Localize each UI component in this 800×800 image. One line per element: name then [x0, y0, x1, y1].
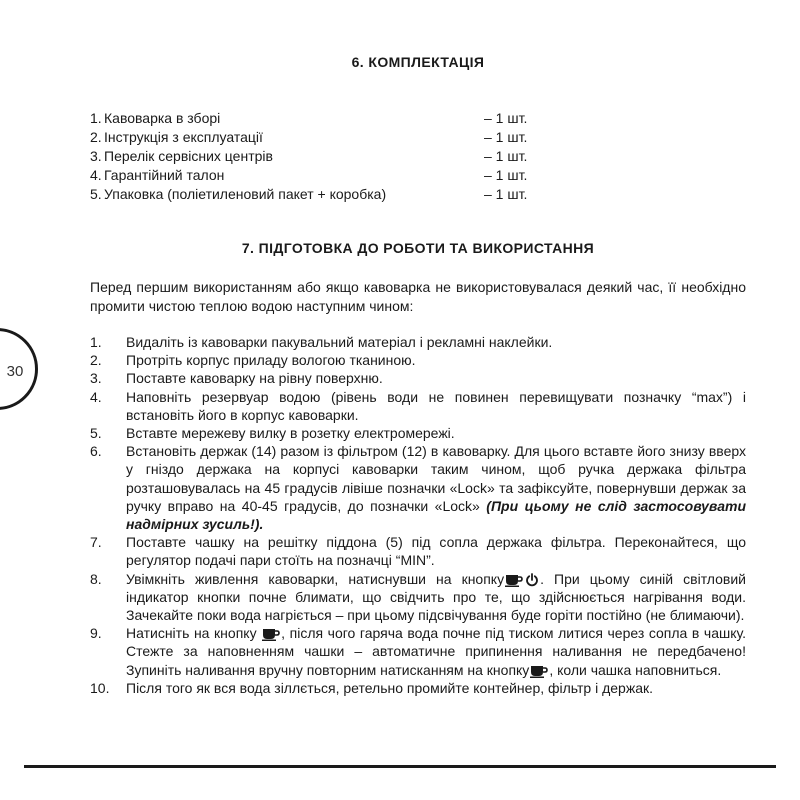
step-item — [90, 442, 746, 533]
step-text-block — [126, 570, 746, 625]
step-text-end: , коли чашка наповниться. — [549, 661, 722, 678]
step-number: 10. — [90, 679, 110, 696]
step-warning-period: . — [259, 516, 264, 533]
step-text: Увімкніть живлення кавоварки, натиснувши на кнопку — [126, 570, 505, 587]
item-quantity: – 1 шт. — [484, 148, 528, 164]
contents-list — [90, 109, 530, 204]
step-text: Наповніть резервуар водою (рівень води не повинен перевищувати позначку “max”) і встановіть його в корпус кавоварки. — [126, 388, 746, 423]
item-quantity: – 1 шт. — [484, 110, 528, 126]
prep-section-title: 7. ПІДГОТОВКА ДО РОБОТИ ТА ВИКОРИСТАННЯ — [241, 240, 595, 256]
step-text: Видаліть із кавоварки пакувальний матеріал і рекламні наклейки. — [126, 334, 553, 350]
step-item — [90, 388, 746, 424]
item-number: 1. — [90, 110, 102, 126]
step-item — [90, 679, 746, 697]
step-text-block — [126, 624, 746, 679]
step-item — [90, 533, 746, 569]
item-number: 5. — [90, 186, 102, 202]
coffee-cup-icon — [262, 627, 280, 641]
step-text: Протріть корпус приладу вологою тканиною. — [126, 352, 416, 369]
step-text: Поставте чашку на решітку піддона (5) під сопла держака фільтра. Переконайтеся, що регулятор подачі пари стоїть на позначці “MIN”. — [126, 534, 746, 569]
step-warning-text: (При цьому не слід застосовувати надмірних зусиль!) — [126, 497, 746, 533]
contents-section-title: 6. КОМПЛЕКТАЦІЯ — [351, 54, 485, 70]
step-number: 3. — [90, 370, 102, 387]
step-item — [90, 624, 746, 679]
step-item — [90, 351, 746, 369]
step-text: Поставте кавоварку на рівну поверхню. — [126, 370, 383, 387]
step-text: Натисніть на кнопку — [126, 625, 257, 642]
coffee-cup-icon — [505, 573, 523, 587]
step-text-continued: , після чого гаряча вода почне під тиском литися через сопла в чашку. Стежте за наповненням чашки – автоматичне припинення наливання не передбачено! Зупиніть наливання вручну повторним натисканням на кнопку — [126, 625, 747, 678]
step-number: 5. — [90, 425, 102, 442]
item-quantity: – 1 шт. — [484, 167, 528, 183]
step-text-block — [126, 442, 746, 533]
step-number: 7. — [90, 534, 102, 551]
step-number: 4. — [90, 388, 102, 405]
item-name: Інструкція з експлуатації — [104, 129, 263, 145]
list-item — [90, 147, 530, 166]
item-number: 4. — [90, 167, 102, 183]
step-number: 6. — [90, 443, 102, 460]
item-name: Упаковка (поліетиленовий пакет + коробка) — [104, 186, 387, 202]
step-text: Встановіть держак (14) разом із фільтром (12) в кавоварку. Для цього вставте його знизу вверх у гніздо держака на корпусі кавоварки таким чином, щоб ручка держака фільтра розташовувалась на 45 градусів лівіше позначки «Lock» та зафіксуйте, повернувши держак за ручку вправо на 40-45 градусів, до позначки «Lock» — [126, 443, 746, 514]
step-text-continued: . При цьому синій світловий індикатор кнопки почне блимати, що свідчить про те, що здійснюється нагрівання води. Зачекайте поки вода нагріється – при цьому підсвічування буде горіти постійно (не блимаючи). — [126, 570, 746, 624]
step-text: Після того як вся вода зіллється, ретельно промийте контейнер, фільтр і держак. — [126, 679, 653, 696]
item-quantity: – 1 шт. — [484, 186, 528, 202]
step-item — [90, 570, 746, 625]
item-number: 2. — [90, 129, 102, 145]
intro-paragraph: Перед першим використанням або якщо кавоварка не використовувалася деякий час, її необхідно промити чистою теплою водою наступним чином: — [90, 279, 746, 314]
item-name: Перелік сервісних центрів — [104, 148, 273, 164]
steps-list — [90, 333, 746, 697]
step-item — [90, 424, 746, 442]
power-icon — [525, 573, 539, 587]
step-number: 8. — [90, 570, 102, 587]
list-item — [90, 109, 530, 128]
list-item — [90, 166, 530, 185]
step-number: 1. — [90, 334, 102, 350]
list-item — [90, 128, 530, 147]
step-item — [90, 333, 746, 351]
coffee-cup-icon — [530, 664, 548, 678]
step-item — [90, 369, 746, 387]
step-number: 2. — [90, 352, 102, 369]
item-quantity: – 1 шт. — [484, 129, 528, 145]
list-item — [90, 185, 530, 204]
step-text: Вставте мережеву вилку в розетку електромережі. — [126, 425, 455, 442]
item-name: Кавоварка в зборі — [104, 110, 221, 126]
item-number: 3. — [90, 148, 102, 164]
page-number: 30 — [6, 363, 24, 380]
step-number: 9. — [90, 625, 102, 642]
item-name: Гарантійний талон — [104, 167, 225, 183]
bottom-divider — [24, 765, 776, 768]
